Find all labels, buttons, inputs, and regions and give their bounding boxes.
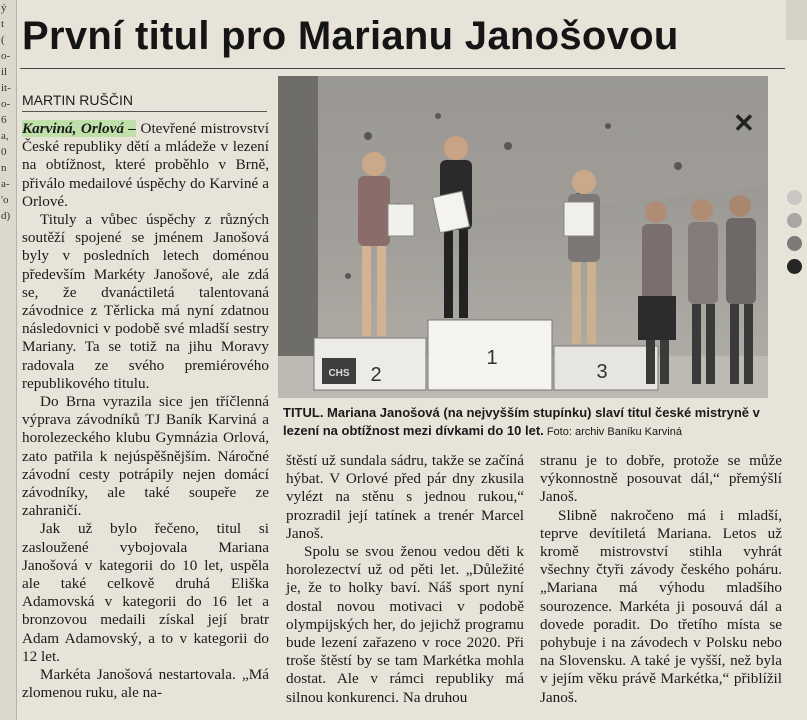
edge-fragment-text: o- xyxy=(1,98,11,110)
byline-rule xyxy=(22,111,267,112)
photo-caption xyxy=(283,404,783,441)
caption-lead: TITUL. xyxy=(283,405,324,420)
podium-photo xyxy=(278,76,768,398)
byline: MARTIN RUŠČIN xyxy=(22,92,133,108)
edge-fragment-text: d) xyxy=(1,210,11,222)
edge-fragment-text: n xyxy=(1,162,7,174)
edge-fragment-text: 'o xyxy=(1,194,9,206)
caption-text: Mariana Janošová (na nejvyšším stupínku) slaví titul české mistryně v lezení na obtížnost mezi dívkami do 10 let. xyxy=(283,405,760,438)
paragraph: stranu je to dobře, protože se může výkonnostně posouvat dál,“ přemýšlí Janoš. xyxy=(540,452,782,506)
lead-text: Otevřené mistrovství České republiky dětí a mládeže v lezení na obtížnost, které proběhlo v Brně, přiválo medailové úspěchy do Karviné a Orlové. xyxy=(22,120,269,210)
edge-fragment-text: 6 xyxy=(1,114,7,126)
podium-banner-text: CHS xyxy=(328,368,350,379)
paragraph: Markéta Janošová nestartovala. „Má zlomenou ruku, ale na- xyxy=(22,666,269,702)
neighbor-column-fragment xyxy=(0,0,17,720)
edge-fragment-text: il xyxy=(1,66,8,78)
page-corner xyxy=(786,0,807,40)
paragraph-lead xyxy=(22,120,269,211)
edge-fragment-text: ( xyxy=(1,34,5,46)
registration-dot xyxy=(787,213,802,228)
dateline: Karviná, Orlová – xyxy=(22,120,137,137)
paragraph: Tituly a vůbec úspěchy z různých soutěží spojené se jménem Janošová byly v posledních letech doménou především Markéty Janošové, ale zdá se, že dvanáctiletá talentovaná závodnice z Těrlicka má nyní zdatnou následovnici v podobě své mladší sestry Mariany. Ta se totiž na jihu Moravy radovala ze svého premiérového republikového titulu. xyxy=(22,211,269,392)
place-number-1: 1 xyxy=(486,347,498,369)
place-number-3: 3 xyxy=(596,361,608,383)
edge-fragment-text: t xyxy=(1,18,5,30)
registration-dot xyxy=(787,236,802,251)
paragraph: štěstí už sundala sádru, takže se začíná hýbat. V Orlové před pár dny zkusila vylézt na stěnu s jednou rukou,“ prozradil její tatínek a trenér Marcel Janoš. xyxy=(286,452,524,542)
photo-credit: Foto: archiv Baníku Karviná xyxy=(543,426,682,438)
paragraph: Spolu se svou ženou vedou děti k horolezectví už od pěti let. „Důležité je, že to holky baví. Náš sport nyní dostal novou motivaci v podobě olympijských her, do jejichž programu bude lezení zařazeno v roce 2020. Při troše štěstí by se tam Markétka mohla dostat. Ale v rámci republiky má silnou konkurenci. Na druhou xyxy=(286,543,524,706)
article-column-3 xyxy=(540,452,782,707)
article-column-1 xyxy=(22,120,269,703)
paragraph: Do Brna vyrazila sice jen tříčlenná výprava závodníků TJ Baník Karviná a horolezeckého klubu Gymnázia Orlová, zato patřila k nejúspěšnějším. Náročné závodní cesty potrápily nejen domácí závodníky, ale také soupeře ze zahraničí. xyxy=(22,393,269,520)
edge-fragment-text: ý xyxy=(1,2,7,14)
edge-fragment-text: o- xyxy=(1,50,11,62)
paragraph: Jak už bylo řečeno, titul si zasloužené vybojovala Mariana Janošová v kategorii do 10 let, uspěla ale také celkově druhá Eliška Adamovská v kategorii do 16 let a bronzovou medaili získal její bratr Adam Adamovský, a to v kategorii do 12 let. xyxy=(22,520,269,665)
article-headline: První titul pro Marianu Janošovou xyxy=(22,14,679,58)
edge-fragment-text: 0 xyxy=(1,146,7,158)
edge-fragment-text: a, xyxy=(1,130,9,142)
podium-photo-illustration xyxy=(278,76,768,398)
edge-fragment-text: it- xyxy=(1,82,11,94)
color-registration-dots xyxy=(787,190,805,282)
svg-text:✕: ✕ xyxy=(733,108,755,138)
place-number-2: 2 xyxy=(370,364,382,386)
headline-rule xyxy=(20,68,785,69)
edge-fragment-text: a- xyxy=(1,178,10,190)
paragraph: Slibně nakročeno má i mladší, teprve devítiletá Mariana. Letos už kromě mistrovství stihla vyhrát všechny čtyři závody českého poháru. „Mariana má výhodu mladšího sourozence. Markéta ji posouvá dál a dovede poradit. Do třetího místa se pohybuje i na závodech v Polsku nebo na Slovensku. A také je vyšší, než byla v jejím věku právě Markétka,“ přiblížil Janoš. xyxy=(540,506,782,706)
registration-dot xyxy=(787,190,802,205)
registration-dot xyxy=(787,259,802,274)
article-column-2 xyxy=(286,452,524,707)
